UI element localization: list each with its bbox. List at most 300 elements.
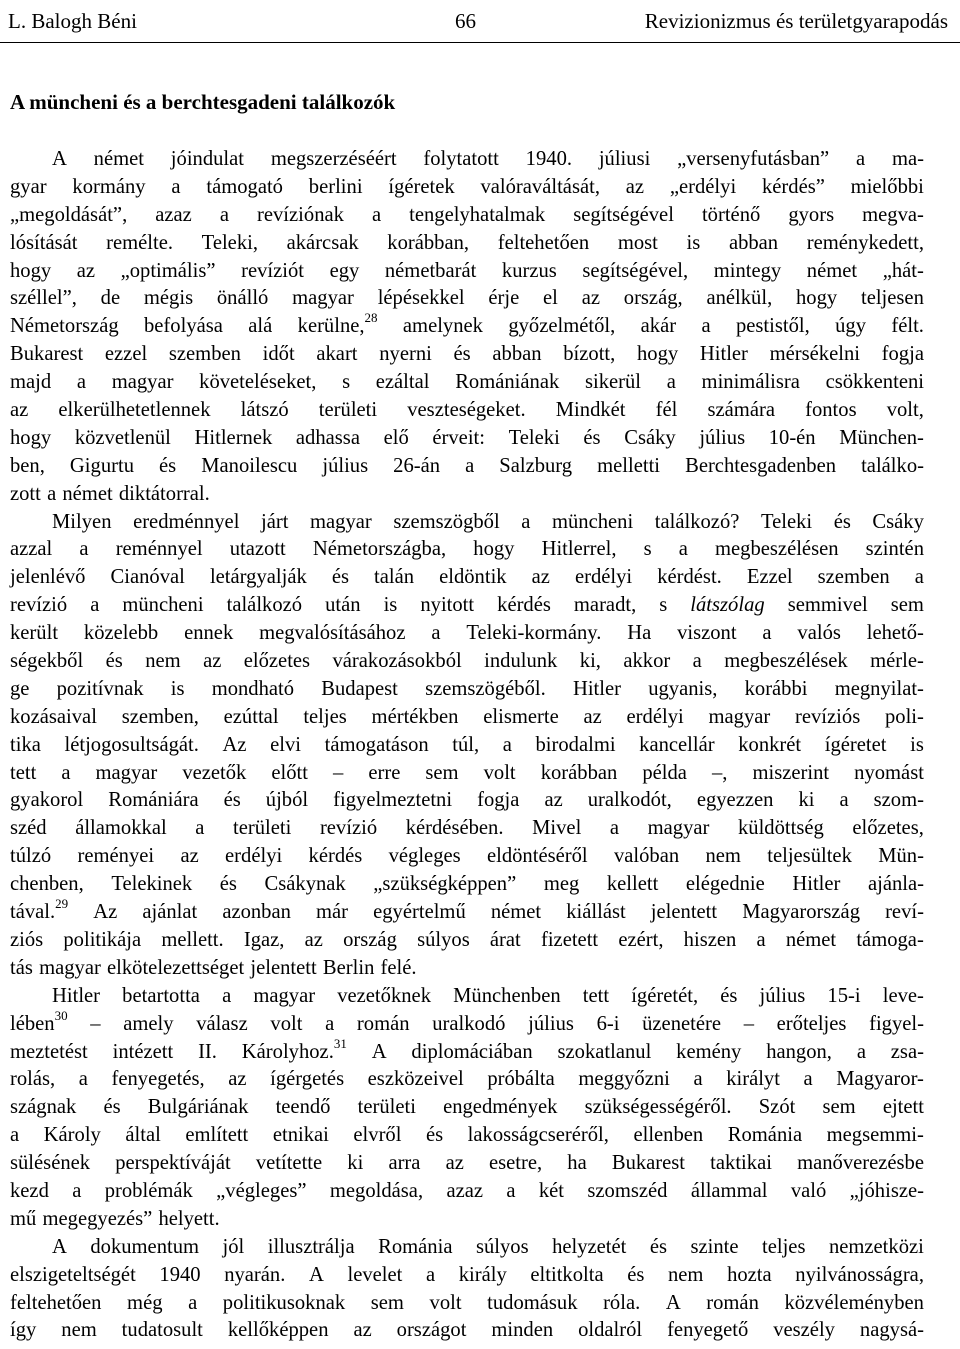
word: A (52, 148, 67, 170)
word: revíziós (795, 705, 861, 728)
word: betartotta (122, 984, 200, 1007)
word: pestistől, (735, 315, 810, 338)
word: Ezzel (746, 566, 793, 589)
word: akkor (623, 650, 671, 673)
word: jelentett (250, 956, 317, 979)
word: Salzburg (499, 454, 573, 477)
word: kellett (606, 873, 659, 896)
word: kezd (10, 1179, 49, 1202)
word: a (371, 203, 382, 226)
word: rolás, (10, 1068, 56, 1091)
word: akárcsak (286, 231, 359, 254)
word: nyilvánosságra, (795, 1263, 924, 1286)
word: volt, (886, 399, 924, 422)
word: erdélyi (574, 566, 633, 589)
text-line (10, 896, 924, 927)
word: ígéretek (388, 175, 455, 198)
word: magyar (253, 984, 316, 1007)
text-line (10, 1066, 924, 1094)
word: júliusi (598, 148, 651, 170)
word: eredménnyel (133, 510, 240, 533)
word: román (706, 1291, 759, 1314)
footnote-marker: 28 (364, 310, 378, 326)
word: győzelmétől, (508, 315, 616, 338)
text-line (10, 955, 924, 983)
word: Hitler (792, 873, 841, 896)
word: a (188, 1291, 198, 1314)
word: Bulgáriának (147, 1096, 249, 1119)
word: 1940 (159, 1263, 201, 1286)
word: eldöntik (439, 566, 507, 589)
word: Románia (378, 1235, 453, 1258)
word: elkötelezettséget (107, 956, 245, 979)
word: egy (329, 259, 360, 282)
word: ország, (623, 287, 683, 310)
word: túlzó (10, 845, 52, 868)
word: etnikai (272, 1124, 329, 1147)
word: a (79, 538, 89, 561)
word: számára (707, 399, 775, 422)
word: kerülne,$^{28}$ (297, 310, 378, 338)
word: egyértelmű (373, 901, 466, 924)
word: szinte (690, 1235, 739, 1258)
footnote-marker: 29 (55, 896, 69, 912)
word: politikusoknak (222, 1291, 346, 1314)
word: német (62, 482, 113, 505)
word: és (649, 1235, 668, 1258)
word: letárgyalják (209, 566, 307, 589)
word: remélte. (106, 231, 174, 254)
body-text (10, 146, 924, 1345)
word: és (105, 650, 123, 673)
word: az (583, 705, 602, 728)
word: támoga- (856, 928, 924, 951)
word: a (47, 482, 57, 505)
word: a (839, 789, 849, 812)
text-line (10, 481, 924, 509)
text-line (10, 983, 924, 1011)
word: zott (10, 482, 41, 505)
word: Budapest (321, 677, 398, 700)
word: meztetést (10, 1040, 88, 1063)
word: fenyegetés, (111, 1068, 205, 1091)
word: magyar (647, 817, 710, 840)
word: érje (488, 287, 520, 310)
word: előzetes (243, 650, 311, 673)
word: kérdésében. (405, 817, 504, 840)
word: július (759, 984, 806, 1007)
word: ki, (579, 650, 601, 673)
word: király (458, 1263, 507, 1286)
word: Teleki-kormány. (466, 622, 602, 645)
word: eszközeivel (367, 1068, 464, 1091)
word: hozta (727, 1263, 772, 1286)
word: – (333, 761, 344, 784)
word: így (10, 1319, 37, 1342)
word: a (666, 371, 676, 394)
word: szintén (865, 538, 924, 561)
word: szemszögéből. (425, 677, 546, 700)
text-line (10, 592, 924, 620)
word: arra (388, 1152, 421, 1175)
word: tudomásuk (487, 1291, 578, 1314)
word: uralkodó (432, 1012, 506, 1035)
word: ejtett (882, 1096, 924, 1119)
word: történő (701, 203, 761, 226)
word: korábban (540, 761, 618, 784)
word: ki (798, 789, 815, 812)
text-line (10, 815, 924, 843)
word: is (910, 733, 924, 756)
word: újból (265, 789, 309, 812)
word: országot (396, 1319, 467, 1342)
word: A (371, 1040, 387, 1063)
word: kemény (676, 1040, 742, 1063)
text-line (10, 1290, 924, 1318)
word: a (90, 594, 100, 617)
word: súlyos (417, 928, 470, 951)
word: A (309, 1263, 324, 1286)
word: illusztrálja (267, 1235, 355, 1258)
word: még (127, 1291, 163, 1314)
word: revíziót (241, 259, 304, 282)
text-line (10, 676, 924, 704)
word: és (583, 426, 601, 449)
word: figyelmeztetni (333, 789, 453, 812)
word: mondható (211, 677, 295, 700)
word: bízott, (563, 343, 616, 366)
word: az (304, 928, 323, 951)
header-book-title: Revizionizmus és területgyarapodás (644, 9, 948, 33)
word: folytatott (423, 148, 499, 170)
word: volt (429, 1291, 462, 1314)
word: mérle- (870, 650, 924, 673)
word: találko- (861, 454, 924, 477)
word: „versenyfutásban” (677, 148, 830, 170)
word: ezáltal (375, 371, 430, 394)
text-line (10, 1035, 924, 1067)
word: az (625, 175, 645, 198)
word: vezetők (182, 761, 247, 784)
word: erdélyi (225, 845, 283, 868)
word: való (790, 1179, 827, 1202)
word: politikája (63, 928, 142, 951)
word: küldöttség (737, 817, 824, 840)
text-line (10, 397, 924, 425)
word: széd (10, 817, 47, 840)
word: hogy (473, 538, 515, 561)
word: reményei (77, 845, 155, 868)
word: csökkenteni (825, 371, 924, 394)
word: Az (93, 901, 118, 924)
word: és (627, 1263, 645, 1286)
word: miszerint (752, 761, 830, 784)
word: Hitler (52, 984, 101, 1007)
text-line (10, 425, 924, 453)
word: Az (222, 733, 247, 756)
word: anélkül, (706, 287, 773, 310)
word: Telekinek (111, 873, 193, 896)
word: veszteségeket. (407, 399, 526, 422)
word: 6-i (596, 1012, 620, 1035)
text-line (10, 1150, 924, 1178)
word: és (720, 984, 738, 1007)
word: elvi (270, 733, 301, 756)
word: július (528, 1012, 574, 1035)
word: a (171, 175, 181, 198)
word: fél (655, 399, 678, 422)
word: az (76, 259, 96, 282)
text-line (10, 1262, 924, 1290)
word: ország (343, 928, 397, 951)
word: ígérgetés (270, 1068, 345, 1091)
word: önálló (216, 287, 269, 310)
word: román (356, 1012, 410, 1035)
word: ellenben (633, 1124, 704, 1147)
word: feltehetően (10, 1291, 102, 1314)
word: magyar (292, 287, 354, 310)
word: mielőbbi (850, 175, 924, 198)
word: korábban, (387, 231, 470, 254)
word: követeléseket, (199, 371, 317, 394)
word: megbeszélésen (715, 538, 839, 561)
word: nem (145, 650, 181, 673)
word: tudatosult (121, 1319, 203, 1342)
word: által (125, 1124, 161, 1147)
word: időt (262, 343, 295, 366)
word: szokatlanul (557, 1040, 652, 1063)
word: erre (368, 761, 401, 784)
word: Németországba, (312, 538, 447, 561)
word: szemben (168, 343, 241, 366)
word: teljesen (860, 287, 924, 310)
word: ezért, (618, 928, 664, 951)
word: félt. (891, 315, 924, 338)
word: semmivel (787, 594, 868, 617)
word: –, (711, 761, 728, 784)
word: Milyen (52, 510, 112, 533)
word: válasz (196, 1012, 248, 1035)
word: most (617, 231, 658, 254)
word: lében$^{30}$ (10, 1007, 68, 1035)
word: Hitlernek (194, 426, 273, 449)
word: az (353, 1319, 372, 1342)
word: reví- (885, 901, 924, 924)
word: indulunk (484, 650, 558, 673)
word: súlyos (475, 1235, 529, 1258)
word: nyomást (854, 761, 924, 784)
word: diktátorral. (118, 482, 210, 505)
word: s (342, 371, 351, 394)
word: felé. (380, 956, 417, 979)
word: az (180, 845, 199, 868)
word: 10-én (768, 426, 816, 449)
word: és (453, 343, 471, 366)
word: birodalmi (535, 733, 616, 756)
word: Ha (627, 622, 652, 645)
word: erdélyi (626, 705, 684, 728)
word: előzetes, (852, 817, 924, 840)
word: minimálisra (701, 371, 800, 394)
word: kiállást (566, 901, 626, 924)
text-line (10, 310, 924, 341)
word: szükségességéről. (584, 1096, 732, 1119)
word: szom- (873, 789, 924, 812)
word: engedmények (443, 1096, 558, 1119)
word: említett (185, 1124, 249, 1147)
word: Károly (43, 1124, 101, 1147)
word: Csákynak (264, 873, 346, 896)
word: és (331, 566, 349, 589)
word: járt (260, 510, 289, 533)
word: államokkal (75, 817, 167, 840)
word: közvetlenül (74, 426, 171, 449)
word: sikerül (584, 371, 642, 394)
word: perspektíváját (115, 1152, 231, 1175)
word: a (465, 454, 475, 477)
word: „erdélyi (669, 175, 737, 198)
word: az (544, 789, 563, 812)
word: volt (483, 761, 516, 784)
word: közvéleményben (784, 1291, 924, 1314)
word: példa (642, 761, 687, 784)
word: pozitívnak (56, 677, 144, 700)
word: Mindkét (555, 399, 626, 422)
word: lósítását (10, 231, 78, 254)
word: manőverezésbe (797, 1152, 924, 1175)
word: Mivel (532, 817, 582, 840)
word: hiszen (683, 928, 737, 951)
word: Bukarest (10, 343, 84, 366)
word: oldalról (578, 1319, 643, 1342)
word: kérdés (497, 594, 551, 617)
section-title: A müncheni és a berchtesgadeni találkozók (10, 90, 396, 114)
word: ugyanis, (648, 677, 718, 700)
word: müncheni (551, 510, 634, 533)
word: német (490, 901, 542, 924)
word: nem (61, 1319, 97, 1342)
word: reménnyel (115, 538, 203, 561)
word: magyar (708, 705, 771, 728)
word: területi (233, 817, 292, 840)
word: tett (582, 984, 610, 1007)
word: július (322, 454, 369, 477)
word: berlini (308, 175, 363, 198)
word: segítségével (573, 203, 674, 226)
word: konkrét (738, 733, 802, 756)
word: támogatáson (324, 733, 429, 756)
word: befolyása (144, 315, 223, 338)
word: a (325, 1012, 335, 1035)
word: jelenlévő (10, 566, 86, 589)
word: ennek (184, 622, 234, 645)
text-line (10, 927, 924, 955)
word: lakosságcseréről, (467, 1124, 609, 1147)
header-author: L. Balogh Béni (8, 9, 137, 33)
word: Manoilescu (201, 454, 298, 477)
word: is (383, 594, 398, 617)
word: végleges (388, 845, 461, 868)
word: korábbi (744, 677, 808, 700)
word: nagysá- (859, 1319, 924, 1342)
word: után (325, 594, 361, 617)
word: fenyegető (667, 1319, 749, 1342)
word: nyitott (420, 594, 475, 617)
word: elszigeteltségét (10, 1263, 136, 1286)
word: egyezzen (696, 789, 774, 812)
word: gyors (788, 203, 835, 226)
text-line (10, 760, 924, 788)
word: mérsékelni (769, 343, 860, 366)
word: fizetett (540, 928, 599, 951)
word: vetítette (255, 1152, 323, 1175)
word: helyett. (158, 1207, 220, 1230)
word: területi (318, 399, 378, 422)
word: eltitkolta (530, 1263, 604, 1286)
word: Károlyhoz.$^{31}$ (241, 1035, 347, 1063)
word: úgy (835, 315, 866, 338)
word: Csáky (624, 426, 676, 449)
word: poli- (884, 705, 924, 728)
word: kozásaival (10, 705, 97, 728)
word: a (856, 148, 866, 170)
word: előtt (271, 761, 308, 784)
word: Teleki (760, 510, 813, 533)
word: segítségével, (582, 259, 689, 282)
text-line (10, 1094, 924, 1122)
word: a (701, 315, 711, 338)
word: kérdés (308, 845, 363, 868)
word: teljes (762, 1235, 806, 1258)
word: a (692, 650, 702, 673)
text-line (10, 341, 924, 369)
word: elégednie (685, 873, 765, 896)
word: hangon, (766, 1040, 832, 1063)
word: s (659, 594, 668, 617)
text-line (10, 453, 924, 481)
word: abban (728, 231, 779, 254)
word: a (914, 566, 924, 589)
word: Németország (10, 315, 119, 338)
word: tás (10, 956, 33, 979)
word: és (425, 1124, 444, 1147)
word: „optimális” (120, 259, 216, 282)
word: tika (10, 733, 41, 756)
word: Mün- (878, 845, 924, 868)
word: azaz (446, 1179, 484, 1202)
word: ígéretet (824, 733, 887, 756)
text-line (10, 509, 924, 537)
word: valós (797, 622, 841, 645)
word: fogja (881, 343, 924, 366)
word: revízió (319, 817, 378, 840)
word: árat (489, 928, 521, 951)
word: a (521, 510, 531, 533)
word: tett (10, 761, 37, 784)
footnote-marker: 30 (54, 1007, 68, 1023)
word: a (693, 1068, 703, 1091)
word: figyel- (869, 1012, 924, 1035)
word: Berchtesgadenben (685, 454, 837, 477)
word: – (90, 1012, 101, 1035)
word: azonban (222, 901, 291, 924)
footnote-marker: 31 (333, 1035, 347, 1051)
word: a (856, 1040, 866, 1063)
word: jelentett (650, 901, 718, 924)
word: azzal (10, 538, 53, 561)
word: az (581, 287, 600, 310)
word: utazott (229, 538, 286, 561)
